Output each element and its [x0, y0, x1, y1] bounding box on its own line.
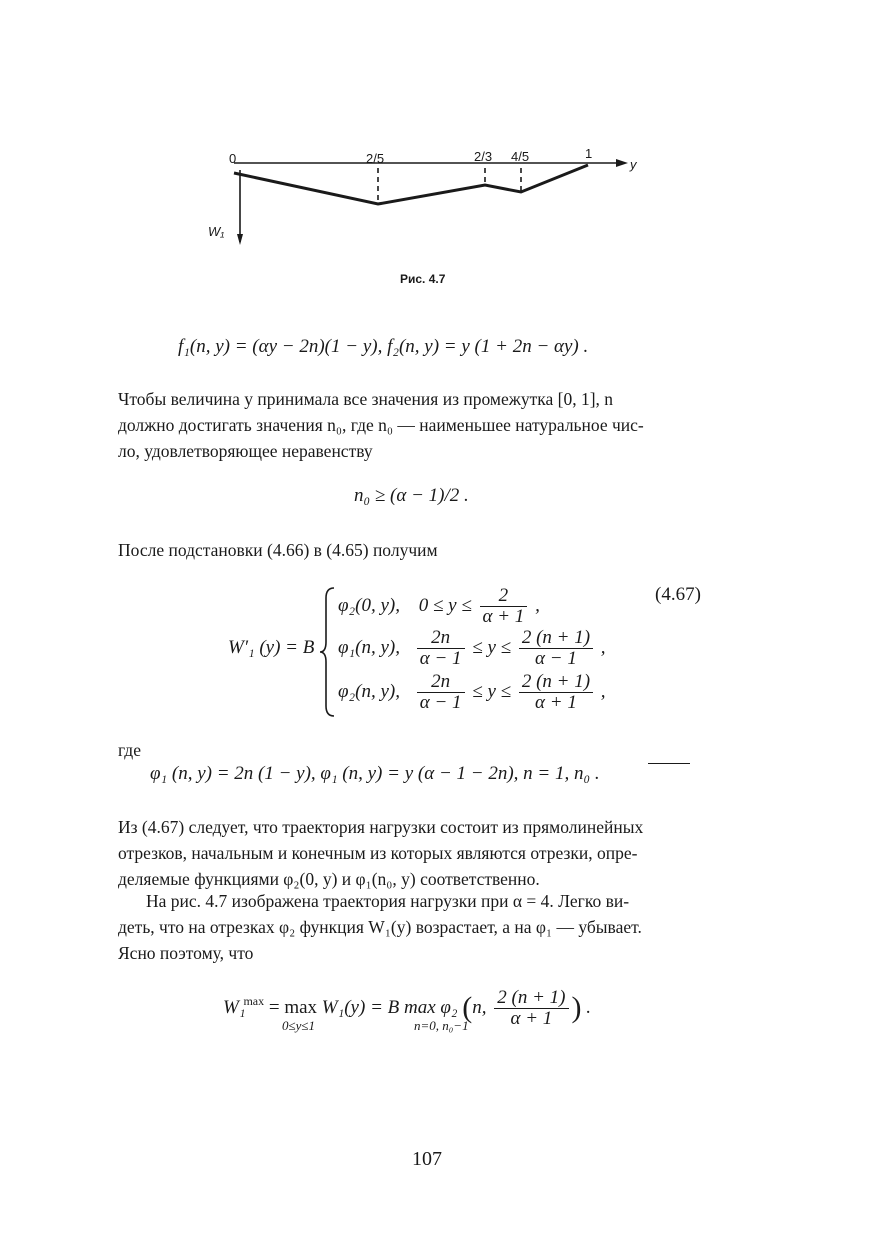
case-1-fraction	[480, 586, 528, 627]
paragraph-3-line-1: Из (4.67) следует, что траектория нагрузки состоит из прямолинейных	[118, 817, 644, 837]
paragraph-4-line-2: деть, что на отрезках φ₂ функция W₁(y) возрастает, а на φ₁ — убывает.	[118, 917, 642, 937]
case-3-right-denominator: α + 1	[535, 691, 577, 713]
final-eq-max: = max	[268, 996, 318, 1018]
axis-label-4-5: 4/5	[511, 149, 530, 164]
paragraph-1	[118, 386, 748, 464]
final-numerator: 2 (n + 1)	[494, 988, 568, 1009]
case-3-mid: ≤ y ≤	[472, 680, 512, 702]
case-3-left-numerator: 2n	[417, 672, 465, 693]
case-2-right-denominator: α − 1	[535, 647, 577, 669]
formula-f1-f2: f₁(n, y) = (αy − 2n)(1 − y), f₂(n, y) = y (1 + 2n − αy) .	[178, 336, 589, 357]
axis-label-y: y	[630, 157, 637, 172]
case-2-left-fraction	[417, 628, 465, 669]
left-brace	[318, 586, 338, 718]
case-3-left-denominator: α − 1	[419, 691, 462, 713]
final-lhs: W₁	[223, 996, 246, 1018]
case-1-left: 0 ≤ y ≤	[418, 594, 472, 616]
case-2-left-numerator: 2n	[417, 628, 465, 649]
case-2-function: φ₁(n, y),	[338, 636, 400, 658]
case-1-numerator: 2	[480, 586, 528, 607]
axis-label-2-5: 2/5	[366, 151, 385, 166]
final-arg: n,	[472, 996, 487, 1018]
final-right-paren: )	[571, 990, 582, 1024]
case-1-denominator: α + 1	[482, 605, 525, 627]
case-2-left-denominator: α − 1	[419, 647, 462, 669]
case-3-right-numerator: 2 (n + 1)	[519, 672, 593, 693]
case-3-function: φ₂(n, y),	[338, 680, 400, 702]
axis-label-w1: W₁	[208, 224, 225, 239]
final-fraction	[494, 988, 568, 1029]
axis-label-1: 1	[585, 146, 593, 161]
case-2-mid: ≤ y ≤	[472, 636, 512, 658]
paragraph-4-line-3: Ясно поэтому, что	[118, 943, 254, 963]
equation-number: (4.67)	[655, 584, 701, 605]
final-sub-n-range: n=0, n₀−1	[414, 1018, 469, 1033]
page-number: 107	[412, 1148, 442, 1170]
final-formula	[223, 988, 591, 1029]
case-2-right-numerator: 2 (n + 1)	[519, 628, 593, 649]
case-2-tail: ,	[600, 636, 606, 658]
case-1-function: φ₂(0, y),	[338, 594, 400, 616]
paragraph-1-line-2: должно достигать значения n₀, где n₀ — наименьшее натуральное чис-	[118, 415, 644, 435]
paragraph-3-line-2: отрезков, начальным и конечным из которых являются отрезки, опре-	[118, 843, 638, 863]
overline-n-range	[648, 763, 690, 764]
case-row-3	[338, 672, 606, 713]
case-2-right-fraction	[519, 628, 593, 669]
figure-caption: Рис. 4.7	[400, 272, 446, 286]
axis-label-origin: 0	[229, 151, 237, 166]
axis-label-2-3: 2/3	[474, 149, 493, 164]
case-row-1	[338, 586, 540, 627]
inequality-n0: n₀ ≥ (α − 1)/2 .	[354, 485, 469, 506]
final-sub-y-range: 0≤y≤1	[282, 1018, 316, 1033]
case-3-tail: ,	[600, 680, 606, 702]
equation-lhs: W′₁ (y) = B	[228, 637, 315, 658]
case-3-left-fraction	[417, 672, 465, 713]
w-axis-arrowhead	[237, 234, 243, 245]
final-denominator: α + 1	[510, 1007, 553, 1029]
paragraph-1-line-1: Чтобы величина y принимала все значения из промежутка [0, 1], n	[118, 389, 614, 409]
final-tail: .	[586, 996, 591, 1018]
final-mid: W₁(y) = B max φ₂	[321, 996, 458, 1018]
case-1-tail: ,	[535, 594, 540, 616]
paragraph-2: После подстановки (4.66) в (4.65) получим	[118, 540, 438, 560]
paragraph-4	[118, 888, 758, 966]
y-axis-arrowhead	[616, 159, 628, 167]
case-3-right-fraction	[519, 672, 593, 713]
final-left-paren: (	[462, 990, 473, 1024]
trajectory-line	[234, 165, 588, 204]
paragraph-1-line-3: ло, удовлетворяющее неравенству	[118, 441, 373, 461]
paragraph-3	[118, 814, 758, 892]
phi-definitions: φ₁ (n, y) = 2n (1 − y), φ₁ (n, y) = y (α − 1 − 2n), n = 1, n₀ .	[150, 763, 600, 784]
where-label: где	[118, 740, 141, 760]
paragraph-3-line-3: деляемые функциями φ₂(0, y) и φ₁(n₀, y) соответственно.	[118, 869, 540, 889]
paragraph-4-line-1: На рис. 4.7 изображена траектория нагрузки при α = 4. Легко ви-	[146, 891, 630, 911]
case-row-2	[338, 628, 606, 669]
final-lhs-sup: max	[243, 994, 265, 1009]
